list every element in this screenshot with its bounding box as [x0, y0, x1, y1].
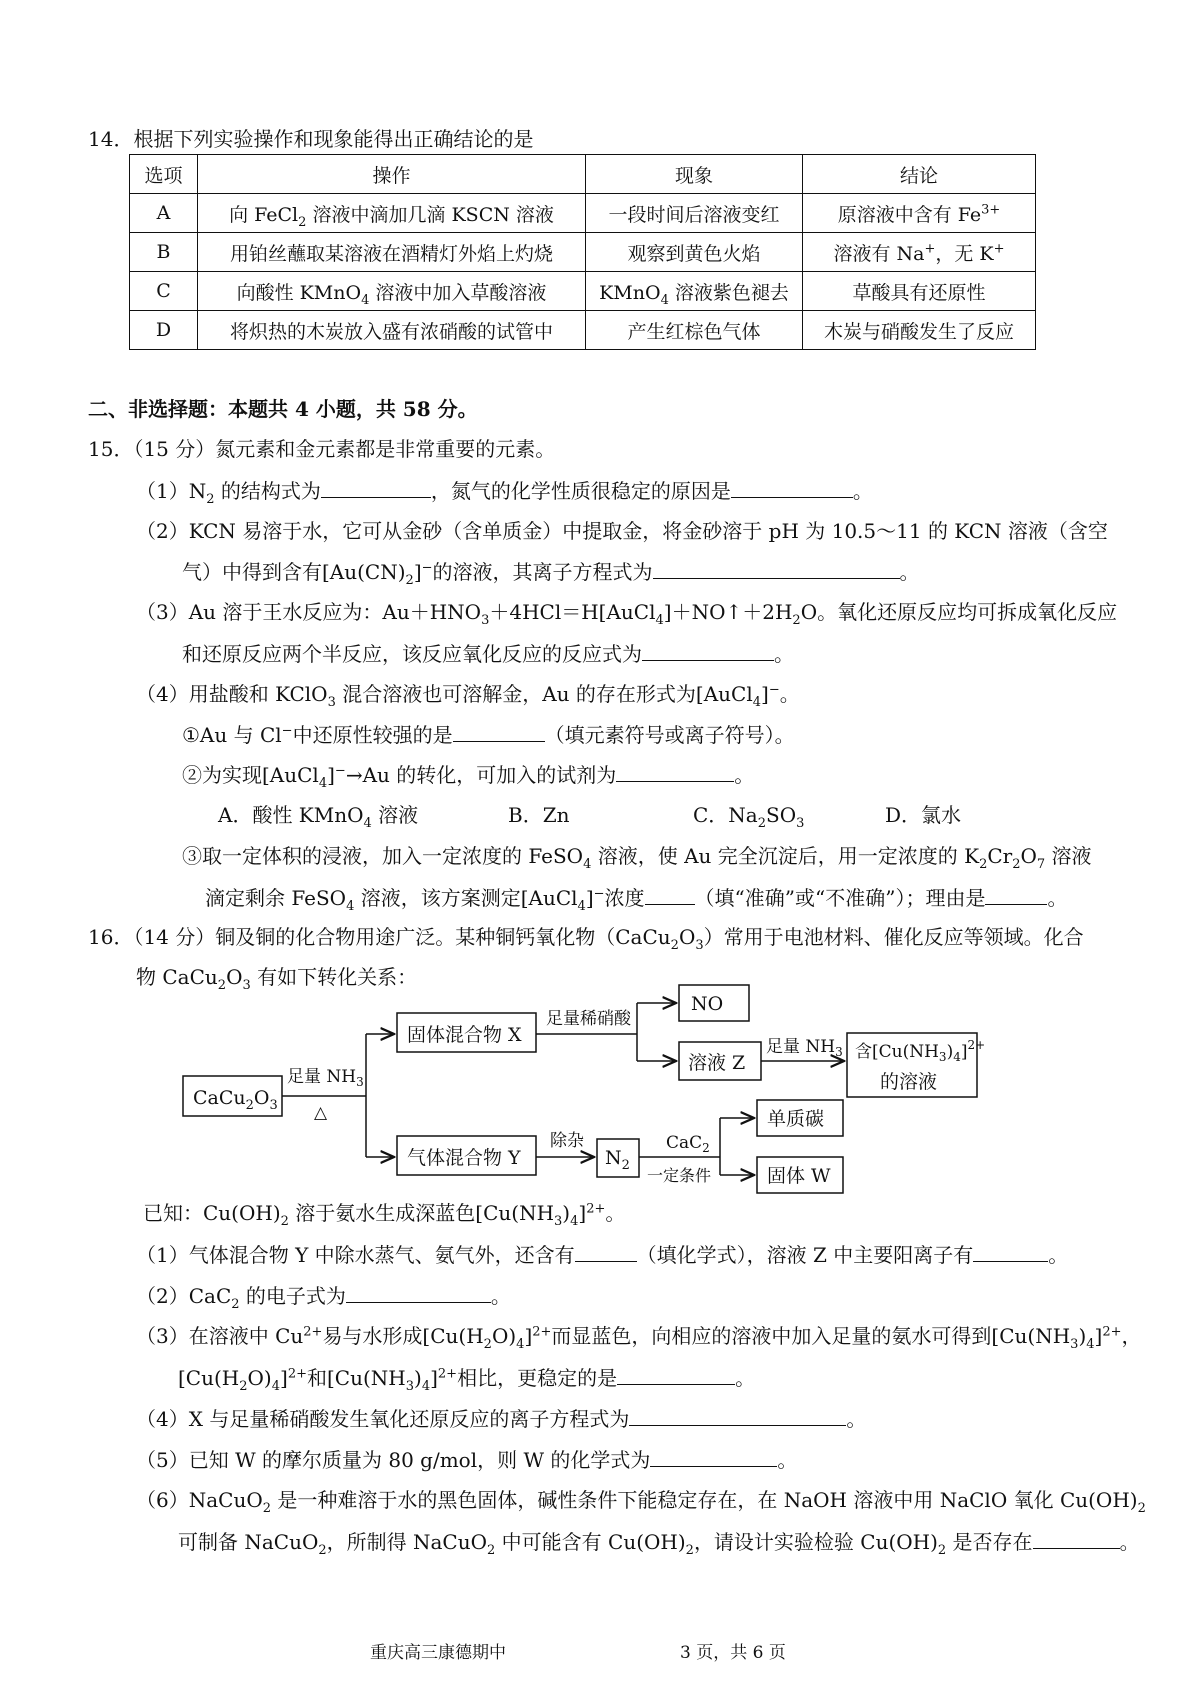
answer-blank[interactable] — [1033, 1528, 1120, 1549]
q16-part2: （2）CaC$_2$ 的电子式为 。 — [136, 1284, 511, 1312]
q16-part6-line1: （6）NaCuO$_2$ 是一种难溶于水的黑色固体，碱性条件下能稳定存在，在 NaOH 溶液中用 NaClO 氧化 $Cu(OH)_2$ — [136, 1488, 1146, 1516]
answer-blank[interactable] — [575, 1241, 637, 1262]
operation-cell: 用铂丝蘸取某溶液在酒精灯外焰上灼烧 — [198, 233, 586, 272]
q16-known: 已知：$Cu(OH)_2$ 溶于氨水生成深蓝色$[Cu(NH_3)_4]^{2+}$。 — [143, 1201, 626, 1229]
q16-part1: （1）气体混合物 Y 中除水蒸气、氨气外，还含有 （填化学式），溶液 Z 中主要阳离子有 。 — [136, 1243, 1069, 1267]
q16-stem-line2: 物 $CaCu_2O_3$ 有如下转化关系： — [136, 965, 418, 993]
phenomenon-cell: 一段时间后溶液变红 — [586, 194, 803, 233]
header-cell: 现象 — [586, 155, 803, 194]
choice-a[interactable]: A．酸性 KMnO$_4$ 溶液 — [218, 803, 419, 831]
q16-part3-line2: $[Cu(H_2O)_4]^{2+}$和$[Cu(NH_3)_4]^{2+}$相比，更稳定的是 。 — [178, 1366, 756, 1394]
q16-stem-line1: 16．（14 分）铜及铜的化合物用途广泛。某种铜钙氧化物$(CaCu_2O_3)$常用于电池材料、催化反应等领域。化合 — [88, 925, 1084, 953]
operation-cell: 将炽热的木炭放入盛有浓硝酸的试管中 — [198, 311, 586, 350]
nh3-label-2: 足量 $NH_3$ — [766, 1037, 843, 1059]
condition-label: 一定条件 — [647, 1166, 712, 1185]
choice-c[interactable]: C．$Na_2SO_3$ — [693, 803, 805, 831]
q16-part6-line2: 可制备 NaCuO$_2$，所制得 NaCuO$_2$ 中可能含有 $Cu(OH)_2$，请设计实验检验 $Cu(OH)_2$ 是否存在 。 — [178, 1530, 1140, 1558]
answer-blank[interactable] — [650, 1446, 777, 1467]
answer-blank[interactable] — [629, 1405, 846, 1426]
gas-y-label: 气体混合物 Y — [407, 1147, 521, 1169]
carbon-label: 单质碳 — [767, 1108, 825, 1130]
option-cell: D — [130, 311, 198, 350]
q15-part4-sub3-line2: 滴定剩余 FeSO$_4$ 溶液，该方案测定[AuCl$_4$]−浓度 （填“准确”或“不准确”）；理由是 。 — [205, 886, 1068, 914]
q15-part4-sub1: ①Au 与 Cl−中还原性较强的是 （填元素符号或离子符号）。 — [182, 723, 795, 747]
heat-symbol: △ — [314, 1103, 328, 1123]
solid-w-label: 固体 W — [767, 1165, 831, 1187]
option-cell: B — [130, 233, 198, 272]
choice-b[interactable]: B．Zn — [508, 803, 570, 827]
q16-part4: （4）X 与足量稀硝酸发生氧化还原反应的离子方程式为 。 — [136, 1407, 867, 1431]
header-cell: 结论 — [803, 155, 1036, 194]
q15-part2-line1: （2）KCN 易溶于水，它可从金砂（含单质金）中提取金，将金砂溶于 pH 为 10.5～11 的 KCN 溶液（含空 — [136, 519, 1108, 543]
phenomenon-cell: 产生红棕色气体 — [586, 311, 803, 350]
phenomenon-cell: KMnO$_4$ 溶液紫色褪去 — [586, 272, 803, 311]
section-heading: 二、非选择题：本题共 4 小题，共 58 分。 — [88, 397, 478, 421]
solid-x-label: 固体混合物 X — [407, 1024, 522, 1046]
operation-cell: 向 FeCl$_2$ 溶液中滴加几滴 KSCN 溶液 — [198, 194, 586, 233]
solution-z-label: 溶液 Z — [688, 1052, 746, 1074]
conclusion-cell: 原溶液中含有 $Fe^{3+}$ — [803, 194, 1036, 233]
q15-part4-sub2: ②为实现[AuCl$_4$]−→Au 的转化，可加入的试剂为 。 — [182, 763, 755, 791]
q15-part2-line2: 气）中得到含有$[Au(CN)_2]^-$的溶液，其离子方程式为 。 — [182, 560, 920, 588]
q15-part1: $(1)N_2$ 的结构式为 ，氮气的化学性质很稳定的原因是 。 — [136, 479, 873, 507]
q14-stem: 14．根据下列实验操作和现象能得出正确结论的是 — [88, 127, 534, 151]
complex-label-line2: 的溶液 — [880, 1071, 938, 1093]
q15-stem: 15．（15 分）氮元素和金元素都是非常重要的元素。 — [88, 437, 556, 461]
n2-label: $N_2$ — [605, 1147, 630, 1173]
option-cell: C — [130, 272, 198, 311]
phenomenon-cell: 观察到黄色火焰 — [586, 233, 803, 272]
conclusion-cell: 溶液有 Na+，无 K+ — [803, 233, 1036, 272]
complex-label: 含$[Cu(NH_3)_4]^{2+}$ — [855, 1038, 986, 1064]
dilute-nitric-label: 足量稀硝酸 — [546, 1009, 631, 1029]
q15-part4: （4）用盐酸和 KClO$_3$ 混合溶液也可溶解金，Au 的存在形式为[AuCl$_4$]−。 — [136, 682, 800, 710]
footer-school: 重庆高三康德期中 — [370, 1643, 506, 1663]
q15-part3-line2: 和还原反应两个半反应，该反应氧化反应的反应式为 。 — [182, 642, 794, 666]
no-label: NO — [691, 993, 724, 1015]
cacu2o3-label: $CaCu_2O_3$ — [193, 1087, 278, 1113]
q15-part3-line1: （3）Au 溶于王水反应为：$Au+HNO_3+4HCl=H[AuCl_4]+NO↑+2H_2O$。氧化还原反应均可拆成氧化反应 — [136, 600, 1118, 628]
nh3-label: 足量 $NH_3$ — [287, 1067, 364, 1089]
q16-part3-line1: （3）在溶液中 $Cu^{2+}$易与水形成$[Cu(H_2O)_4]^{2+}$而显蓝色，向相应的溶液中加入足量的氨水可得到$[Cu(NH_3)_4]^{2+}$， — [136, 1324, 1142, 1352]
header-cell: 选项 — [130, 155, 198, 194]
option-cell: A — [130, 194, 198, 233]
operation-cell: 向酸性 KMnO$_4$ 溶液中加入草酸溶液 — [198, 272, 586, 311]
cac2-label: CaC$_2$ — [666, 1133, 710, 1155]
conclusion-cell: 木炭与硝酸发生了反应 — [803, 311, 1036, 350]
q15-part4-sub3-line1: ③取一定体积的浸液，加入一定浓度的 FeSO$_4$ 溶液，使 Au 完全沉淀后，用一定浓度的 $K_2Cr_2O_7$ 溶液 — [182, 844, 1092, 872]
conclusion-cell: 草酸具有还原性 — [803, 272, 1036, 311]
footer-page-number: 3 页，共 6 页 — [680, 1643, 786, 1663]
answer-blank[interactable] — [973, 1241, 1048, 1262]
q16-part5: （5）已知 W 的摩尔质量为 80 g/mol，则 W 的化学式为 。 — [136, 1448, 798, 1472]
answer-blank[interactable] — [346, 1282, 491, 1303]
header-cell: 操作 — [198, 155, 586, 194]
choice-d[interactable]: D．氯水 — [885, 803, 962, 827]
purify-label: 除杂 — [550, 1131, 584, 1151]
answer-blank[interactable] — [617, 1364, 735, 1385]
